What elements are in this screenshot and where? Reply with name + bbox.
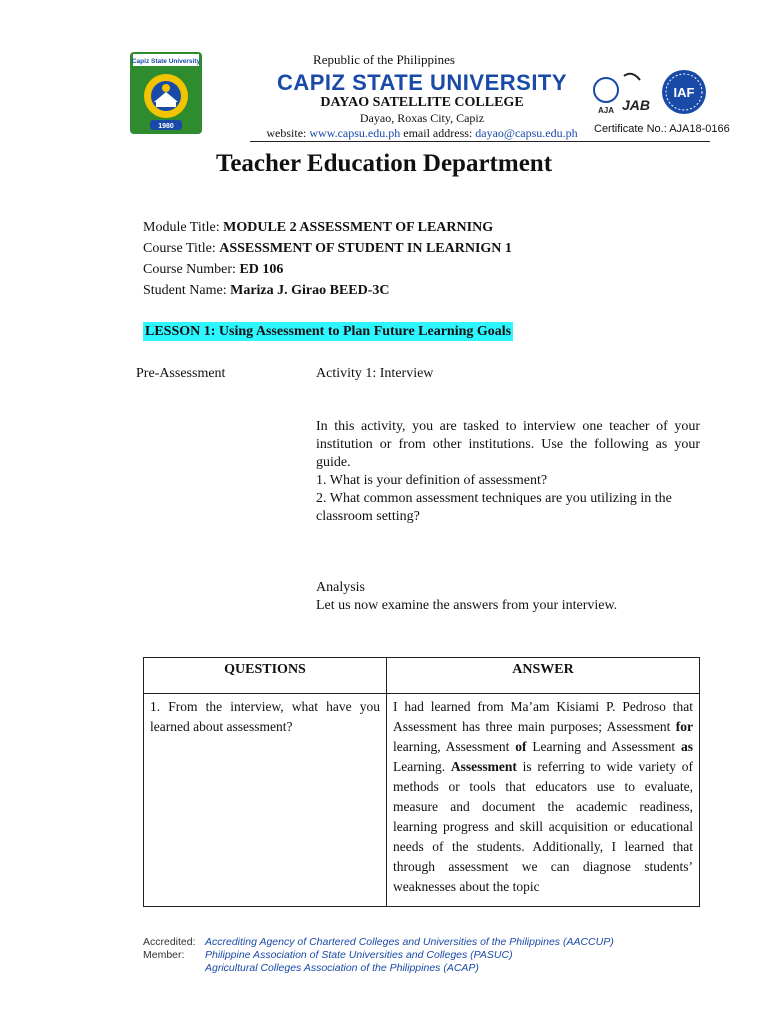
answer-bold-as: as bbox=[680, 739, 693, 754]
member-line-2 bbox=[143, 962, 614, 975]
answer-text-4: Learning. bbox=[393, 759, 451, 774]
answer-text-1: I had learned from Ma’am Kisiami P. Pedroso that Assessment has three main purposes; Assessment bbox=[393, 699, 693, 734]
table-header-row bbox=[144, 658, 700, 694]
course-title-value: ASSESSMENT OF STUDENT IN LEARNIGN 1 bbox=[219, 241, 512, 256]
answer-bold-for: for bbox=[675, 719, 693, 734]
member-label: Member: bbox=[143, 949, 185, 961]
college-address: Dayao, Roxas City, Capiz bbox=[359, 111, 485, 125]
logo-year: 1980 bbox=[158, 123, 174, 130]
aja-logo-text: AJA bbox=[597, 106, 615, 115]
instructions-question-2-cont: classroom setting? bbox=[316, 509, 420, 524]
header-divider bbox=[250, 141, 710, 142]
answer-bold-assessment: Assessment bbox=[450, 759, 517, 774]
answer-text-3: Learning and Assessment bbox=[526, 739, 681, 754]
interview-table bbox=[143, 657, 700, 907]
department-title: Teacher Education Department bbox=[215, 150, 553, 177]
iaf-logo bbox=[662, 70, 706, 114]
instructions-intro: In this activity, you are tasked to interview one teacher of your institution or from other institutions. Use the following as your guide. bbox=[316, 419, 700, 470]
module-title-line bbox=[143, 220, 493, 236]
certification-logos bbox=[592, 68, 712, 120]
course-title-line bbox=[143, 241, 512, 257]
certificate-number: Certificate No.: AJA18-0166 bbox=[594, 123, 730, 135]
activity-instructions bbox=[316, 418, 700, 526]
website-link[interactable]: www.capsu.edu.ph bbox=[309, 126, 401, 140]
college-name: DAYAO SATELLITE COLLEGE bbox=[320, 95, 524, 110]
pre-assessment-label: Pre-Assessment bbox=[136, 366, 226, 381]
analysis-title: Analysis bbox=[316, 580, 365, 595]
table-row bbox=[144, 694, 700, 907]
contact-line bbox=[232, 126, 612, 141]
university-name: CAPIZ STATE UNIVERSITY bbox=[276, 70, 568, 95]
email-label: email address: bbox=[403, 126, 473, 140]
answer-text-5: is referring to wide variety of methods or tools that educators use to evaluate, measure and document the academic readiness, learning progress and skill acquisition or educational needs of the students. Additionally, I learned that through assessment we can diagnose students’ weaknesses about the topic bbox=[393, 759, 693, 894]
module-title-value: MODULE 2 ASSESSMENT OF LEARNING bbox=[223, 220, 494, 235]
activity-title: Activity 1: Interview bbox=[316, 366, 434, 381]
email-link[interactable]: dayao@capsu.edu.ph bbox=[475, 126, 578, 140]
student-name-line bbox=[143, 283, 390, 299]
member-line bbox=[143, 949, 614, 962]
logo-university-text: Capiz State University bbox=[131, 58, 201, 65]
jab-logo-text: JAB bbox=[621, 97, 651, 113]
member-value-1: Philippine Association of State Universities and Colleges (PASUC) bbox=[205, 949, 513, 961]
lesson-title: LESSON 1: Using Assessment to Plan Future Learning Goals bbox=[145, 324, 512, 339]
accredited-value: Accrediting Agency of Chartered Colleges and Universities of the Philippines (AACCUP) bbox=[205, 936, 614, 948]
module-title-label: Module Title: bbox=[143, 220, 220, 235]
accreditation-footer bbox=[143, 936, 614, 975]
questions-header: QUESTIONS bbox=[144, 658, 387, 694]
question-cell: 1. From the interview, what have you learned about assessment? bbox=[144, 694, 387, 907]
instructions-question-1: 1. What is your definition of assessment? bbox=[316, 473, 548, 488]
jab-logo bbox=[622, 74, 650, 113]
course-number-label: Course Number: bbox=[143, 262, 236, 277]
aja-logo bbox=[594, 78, 618, 115]
website-label: website: bbox=[266, 126, 307, 140]
member-value-2: Agricultural Colleges Association of the Philippines (ACAP) bbox=[205, 962, 479, 974]
student-name-label: Student Name: bbox=[143, 283, 227, 298]
republic-line: Republic of the Philippines bbox=[313, 52, 455, 67]
course-title-label: Course Title: bbox=[143, 241, 216, 256]
answer-text-2: learning, Assessment bbox=[393, 739, 516, 754]
course-number-line bbox=[143, 262, 283, 278]
answer-header: ANSWER bbox=[387, 658, 700, 694]
answer-bold-of: of bbox=[515, 739, 527, 754]
student-name-value: Mariza J. Girao BEED-3C bbox=[230, 283, 390, 298]
analysis-section bbox=[316, 579, 700, 615]
instructions-question-2: 2. What common assessment techniques are you utilizing in the bbox=[316, 491, 672, 506]
accredited-label: Accredited: bbox=[143, 936, 196, 948]
course-number-value: ED 106 bbox=[239, 262, 284, 277]
iaf-logo-text: IAF bbox=[673, 85, 695, 100]
answer-cell bbox=[387, 694, 700, 907]
analysis-text: Let us now examine the answers from your interview. bbox=[316, 598, 618, 613]
accredited-line bbox=[143, 936, 614, 949]
